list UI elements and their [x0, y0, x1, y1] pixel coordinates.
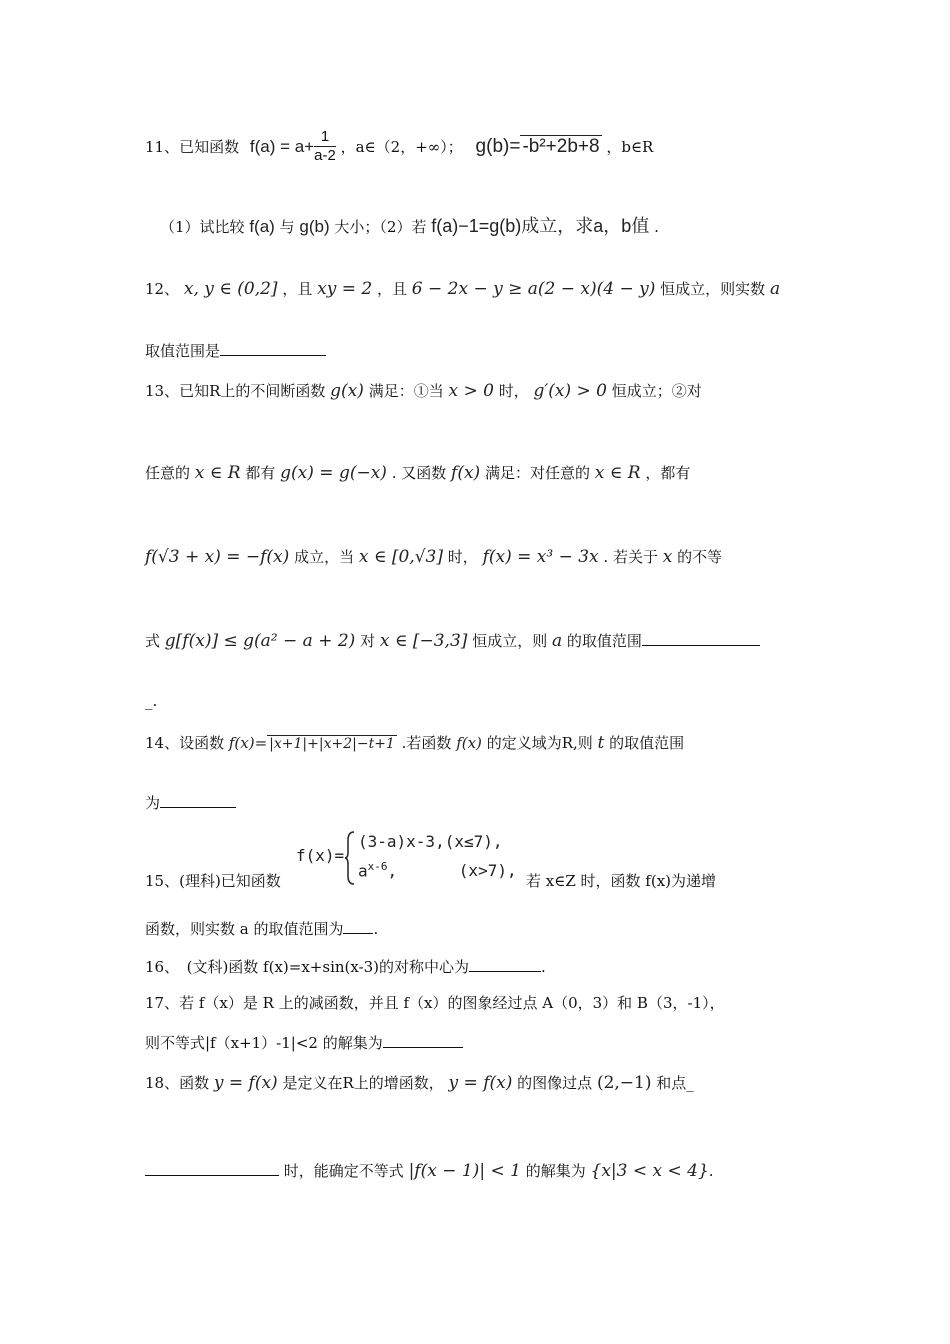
q14-m3: t: [597, 733, 605, 753]
q13-l1-p3: 恒成立；②对: [611, 382, 702, 400]
q12-l2-text: 取值范围是: [145, 342, 221, 360]
q15-case1: [358, 832, 503, 851]
q13-line4: [145, 630, 760, 651]
q11-l2-cond: f(a)−1=g(b)成立，求a，b值: [431, 216, 650, 236]
q11-line1: [145, 128, 653, 165]
answer-blank[interactable]: [343, 919, 373, 934]
q15-case1-expr: (3-a)x-3,: [358, 832, 445, 851]
q11-fraction: [314, 128, 336, 165]
q13-l4-m1: g[f(x)] ≤ g(a² − a + 2): [164, 631, 356, 651]
q13-line5: [145, 692, 157, 710]
q13-l3-m2: x ∈ [0,√3]: [358, 547, 443, 567]
q18-line1: [145, 1072, 694, 1093]
answer-blank[interactable]: [160, 793, 236, 808]
q11-fa-def: f(a) = a+: [249, 136, 315, 156]
q12-line1: [145, 278, 780, 299]
answer-blank[interactable]: [469, 957, 541, 972]
answer-blank[interactable]: [220, 341, 326, 356]
q14-sqrt: |x+1|+|x+2|−t+1: [269, 736, 395, 752]
q15-case2-exp: x-6: [367, 860, 388, 873]
q18-prefix: 18、函数: [145, 1074, 210, 1092]
q16-text: 16、 (文科)函数 f(x)=x+sin(x-3)的对称中心为: [145, 958, 470, 976]
q14-p2: 的定义域为R,则: [486, 734, 593, 752]
q13-l5-text: _.: [145, 692, 158, 710]
q13-l3-p3: . 若关于: [603, 548, 658, 566]
q18-line2: [145, 1160, 714, 1181]
q14-m2: f(x): [456, 734, 482, 752]
q12-m2: xy = 2: [317, 279, 373, 299]
q11-l2-p1: （1）试比较: [160, 218, 245, 236]
q18-l2-m1: |f(x − 1)| < 1: [408, 1161, 521, 1181]
q15-prefix: 15、(理科)已知函数: [145, 872, 281, 890]
q18-l1-m3: (2,−1): [596, 1073, 652, 1093]
answer-blank[interactable]: [383, 1033, 463, 1048]
q13-line1: [145, 380, 702, 401]
q18-l1-p3: 和点_: [656, 1074, 694, 1092]
q13-prefix: 13、已知R上的不间断函数: [145, 382, 326, 400]
q13-l4-p4: 的取值范围: [566, 632, 642, 650]
q13-l2-p4: 满足：对任意的: [484, 464, 590, 482]
q11-frac-num: 1: [314, 128, 336, 147]
q14-line1: [145, 732, 684, 753]
q12-m4: a: [769, 279, 781, 299]
q13-l2-m2: g(x) = g(−x): [280, 463, 387, 483]
q15-l2-text: 函数，则实数 a 的取值范围为: [145, 920, 344, 938]
q18-l2-p2: 的解集为: [525, 1162, 586, 1180]
q13-l2-m4: x ∈ R: [594, 463, 641, 483]
q15-case2-comma: ,: [387, 861, 398, 881]
q12-p3: 恒成立，则实数: [660, 280, 766, 298]
q14-p3: 的取值范围: [609, 734, 685, 752]
q13-l4-p2: 对: [360, 632, 376, 650]
q12-m3: 6 − 2x − y ≥ a(2 − x)(4 − y): [411, 279, 656, 299]
q11-sqrt: -b²+2b+8: [522, 135, 600, 157]
q15-case1-cond: (x≤7),: [444, 832, 503, 851]
q13-l1-m2: x > 0: [448, 381, 494, 401]
q15-case2-cond: (x>7),: [458, 861, 517, 881]
q13-l3-p1: 成立，当: [294, 548, 355, 566]
q18-l2-end: .: [708, 1162, 714, 1180]
q12-line2: [145, 340, 326, 361]
q15-line1-suffix: [526, 870, 716, 891]
q15-fx-label: f(x)=: [296, 846, 345, 865]
q13-l2-p3: . 又函数: [391, 464, 447, 482]
q17-l1-text: 17、若 f（x）是 R 上的减函数，并且 f（x）的图象经过点 A（0，3）和 B（3，-1），: [145, 994, 725, 1012]
q13-l4-m3: a: [551, 631, 563, 651]
q14-m1: f(x)=: [228, 734, 268, 752]
q13-l2-p5: ，都有: [645, 464, 691, 482]
q13-l3-m4: x: [662, 547, 673, 567]
q13-l1-p2: 时，: [498, 382, 529, 400]
q15-case2: [358, 860, 517, 880]
q13-l4-p1: 式: [145, 632, 161, 650]
q11-prefix: 11、已知函数: [145, 138, 240, 156]
q11-frac-den: a-2: [314, 147, 336, 164]
q13-l2-m1: x ∈ R: [194, 463, 241, 483]
q15-brace: [344, 830, 356, 886]
q12-prefix: 12、: [145, 280, 180, 298]
q11-l2-p2: 与: [279, 218, 295, 236]
q11-domain-a: ，a∈（2，+∞）；: [340, 138, 463, 156]
q18-l2-m2: {x|3 < x < 4}: [590, 1161, 709, 1181]
q15-case2-base: a: [358, 861, 368, 881]
q12-p2: ，且: [377, 280, 408, 298]
q18-l1-m2: y = f(x): [448, 1073, 513, 1093]
q13-l4-m2: x ∈ [−3,3]: [379, 631, 468, 651]
q13-l3-p4: 的不等: [677, 548, 723, 566]
q16-line: [145, 956, 546, 977]
q15-l2-end: .: [373, 920, 379, 938]
q12-p1: ，且: [282, 280, 313, 298]
q18-l1-p1: 是定义在R上的增函数，: [282, 1074, 444, 1092]
q13-l3-m3: f(x) = x³ − 3x: [482, 547, 599, 567]
q18-l1-m1: y = f(x): [213, 1073, 278, 1093]
q15-suffix: 若 x∈Z 时，函数 f(x)为递增: [526, 872, 717, 890]
answer-blank[interactable]: [145, 1161, 279, 1176]
q13-l1-m1: g(x): [330, 381, 364, 401]
q17-l2-text: 则不等式|f（x+1）-1|<2 的解集为: [145, 1034, 383, 1052]
q13-l4-p3: 恒成立，则: [472, 632, 548, 650]
q11-l2-p3: 大小；（2）若: [334, 218, 427, 236]
q11-gb-def: g(b)=: [475, 135, 521, 157]
q14-p1: .若函数: [401, 734, 452, 752]
q11-line2: [160, 212, 659, 238]
q13-l3-m1: f(√3 + x) = −f(x): [145, 547, 290, 567]
q14-prefix: 14、设函数: [145, 734, 225, 752]
q13-l2-p1: 任意的: [145, 464, 191, 482]
q14-line2: [145, 792, 236, 813]
q13-line2: [145, 462, 690, 483]
q17-line2: [145, 1032, 463, 1053]
q11-domain-b: ，b∈R: [606, 138, 654, 156]
q11-l2-fa: f(a): [249, 217, 275, 236]
q14-l2-text: 为: [145, 794, 161, 812]
q17-line1: [145, 992, 725, 1013]
q18-l2-p1: 时，能确定不等式: [283, 1162, 404, 1180]
answer-blank[interactable]: [642, 631, 760, 646]
q15-line1: [145, 870, 281, 891]
q15-line2: [145, 918, 378, 939]
q11-l2-gb: g(b): [299, 217, 330, 236]
q18-l1-p2: 的图像过点: [517, 1074, 593, 1092]
q12-m1: x, y ∈ (0,2]: [183, 279, 278, 299]
q13-l1-p1: 满足：①当: [368, 382, 444, 400]
q16-end: .: [541, 958, 546, 976]
q13-l1-m3: g′(x) > 0: [533, 381, 607, 401]
q13-line3: [145, 546, 722, 567]
q13-l2-p2: 都有: [245, 464, 276, 482]
q13-l2-m3: f(x): [451, 463, 481, 483]
q13-l3-p2: 时，: [447, 548, 478, 566]
q11-l2-end: .: [654, 218, 659, 236]
